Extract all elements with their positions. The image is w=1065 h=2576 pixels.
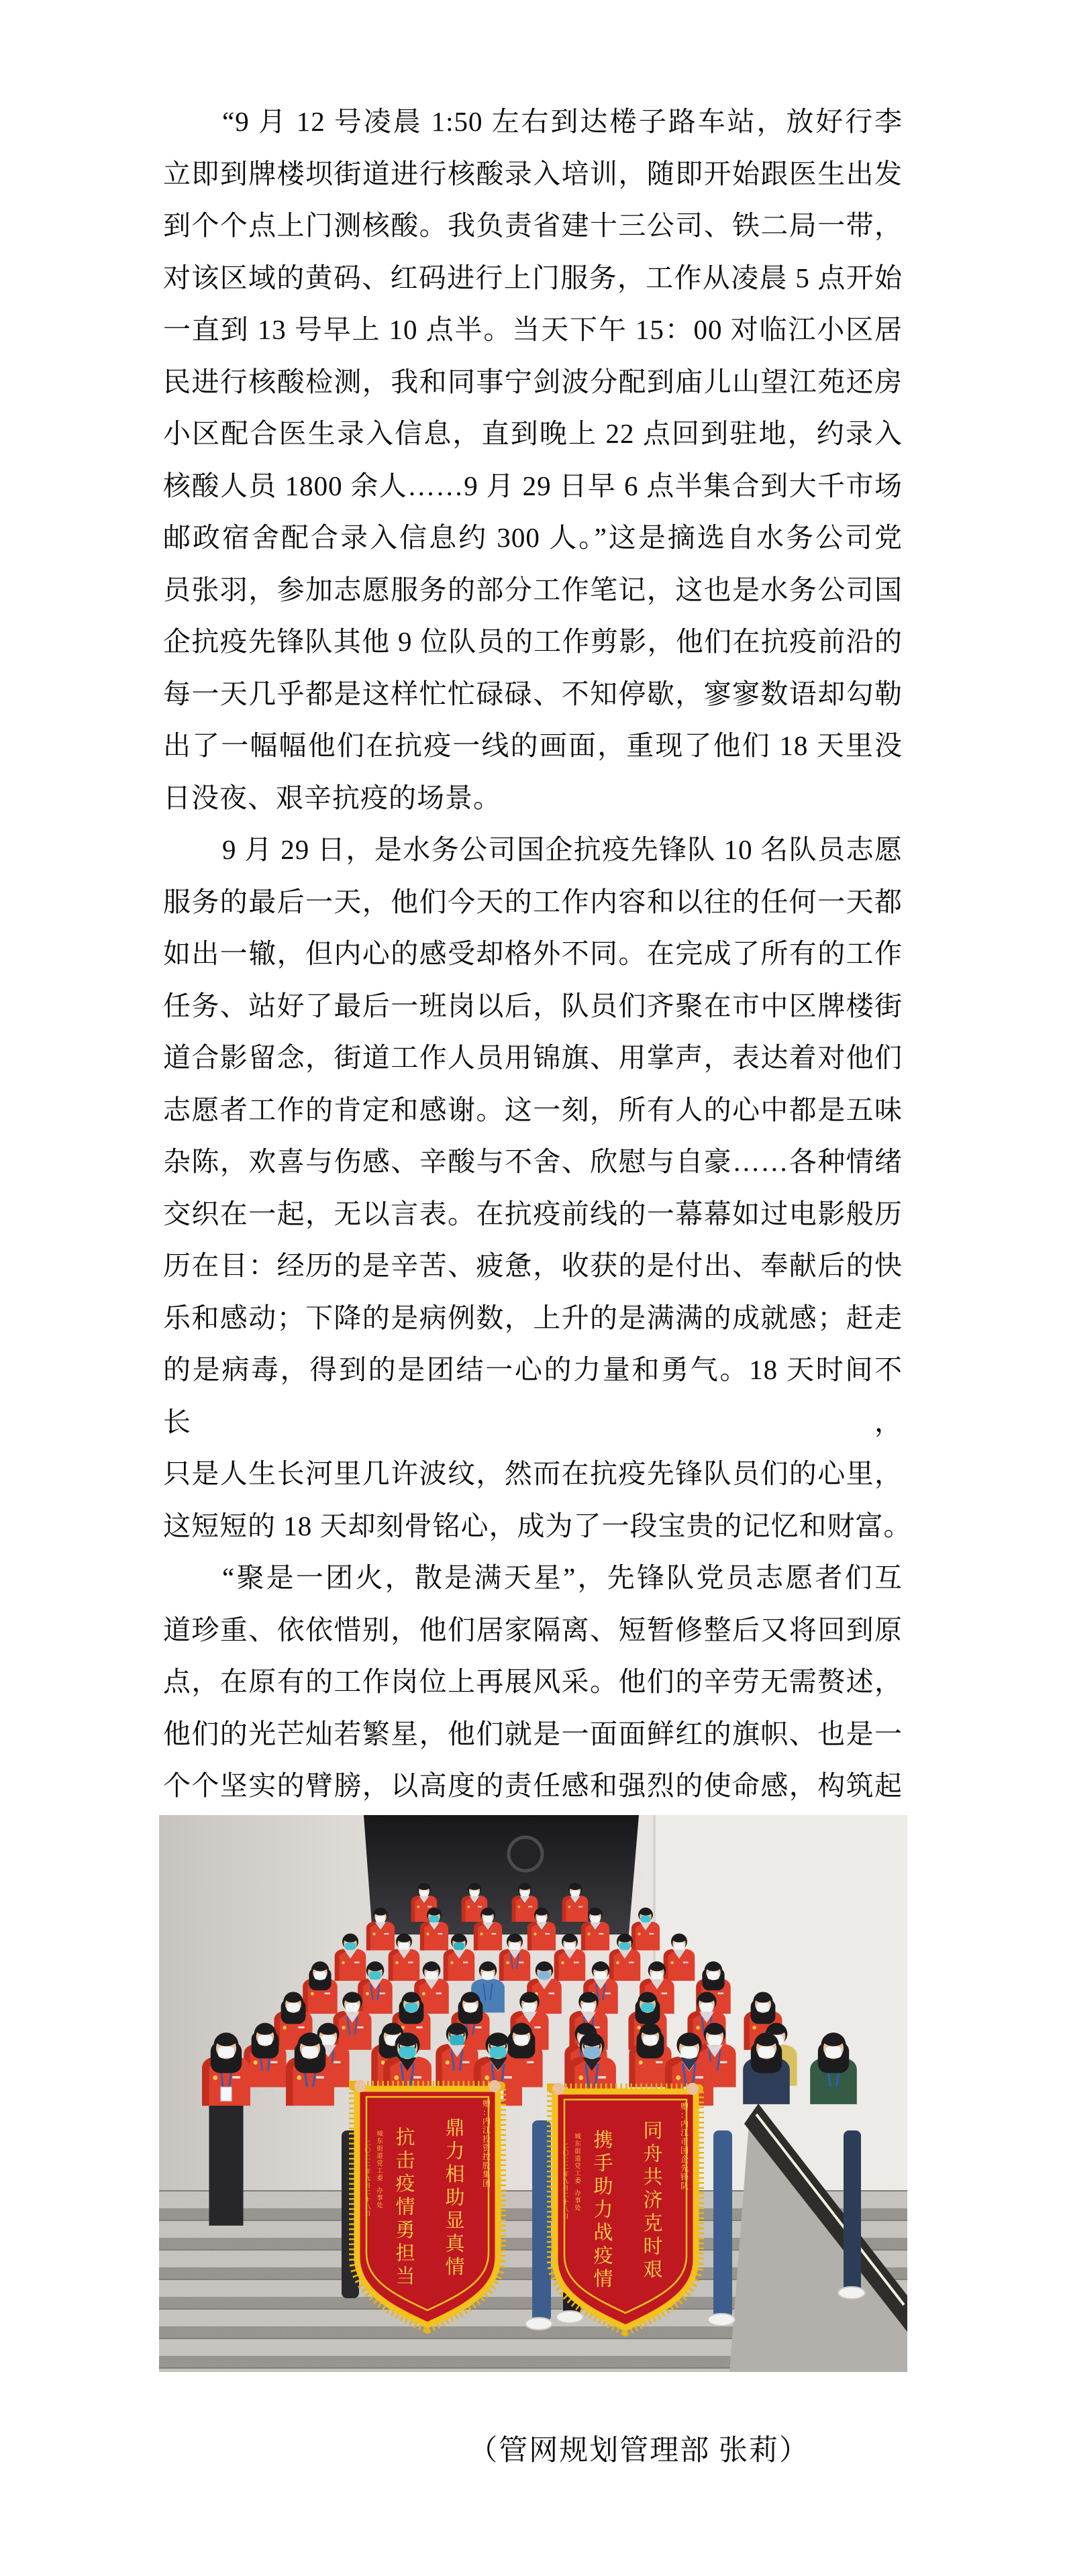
text-line: 出了一幅幅他们在抗疫一线的画面，重现了他们 18 天里没 (163, 730, 903, 761)
banner-sender-text: 处 (376, 2202, 383, 2210)
face-mask (464, 2003, 476, 2012)
face-mask (399, 2047, 415, 2058)
face-mask (595, 1971, 606, 1979)
banner-sender-text: 党 (574, 2163, 581, 2170)
banner-date-text: 九 (562, 2177, 569, 2185)
text-line: 任务、站好了最后一班岗以后，队员们齐聚在市中区牌楼街 (163, 990, 903, 1021)
party-emblem-icon (283, 2026, 287, 2030)
text-line: 他们的光芒灿若繁星，他们就是一面面鲜红的旗帜、也是一 (163, 1718, 903, 1749)
banner-sender-text: 委 (376, 2175, 383, 2182)
banner-main-text: 手 (593, 2153, 613, 2175)
banner-main-text: 同 (643, 2120, 663, 2142)
face-mask (707, 2035, 721, 2045)
face-mask (345, 1943, 356, 1950)
party-emblem-icon (637, 2026, 641, 2030)
party-emblem-icon (467, 1906, 470, 1908)
face-mask (700, 2003, 713, 2012)
face-mask (707, 1971, 719, 1979)
text-line: 民进行核酸检测，我和同事宁剑波分配到庙儿山望江苑还房 (163, 366, 903, 397)
banner-dedication-text: 内 (680, 2119, 689, 2129)
face-mask (450, 2035, 464, 2045)
hand (354, 2080, 366, 2092)
party-emblem-icon (561, 1961, 564, 1965)
face-mask (570, 1890, 579, 1896)
banner-date-text: 二 (562, 2157, 569, 2163)
face-mask (429, 1916, 439, 1922)
party-emblem-icon (254, 2061, 258, 2065)
face-mask (564, 1943, 575, 1950)
banner-date-text: 二 (562, 2143, 569, 2149)
text-line: 乐和感动；下降的是病例数，上升的是满满的成就感；赶走 (163, 1302, 903, 1333)
face-mask (287, 2003, 299, 2012)
banner-dedication-text: 资 (482, 2143, 491, 2153)
sneaker (838, 2287, 865, 2299)
party-emblem-icon (676, 2075, 680, 2080)
face-mask (641, 1916, 650, 1922)
text-line: 点，在原有的工作岗位上再展风采。他们的辛劳无需赘述， (163, 1666, 903, 1697)
banner-date-text: 二 (364, 2140, 371, 2147)
paragraph (163, 96, 903, 824)
banner-dedication-text: 内 (482, 2116, 491, 2126)
banner-sender-text: 事 (376, 2195, 383, 2202)
banner-main-text: 担 (395, 2243, 415, 2265)
banner-date-text: 月 (364, 2182, 371, 2189)
party-emblem-icon (506, 1961, 509, 1965)
hand (489, 2080, 501, 2092)
party-emblem-icon (638, 1933, 640, 1935)
banner-sender-text: 委 (574, 2178, 581, 2185)
face-mask (756, 2003, 769, 2012)
banner-main-text: 克 (643, 2213, 663, 2234)
banner-main-text: 助 (593, 2176, 613, 2198)
banner-main-text: 相 (445, 2164, 465, 2185)
banner-dedication-text: 团 (482, 2178, 491, 2188)
text-line: 小区配合医生录入信息，直到晚上 22 点回到驻地，约录入 (163, 418, 903, 449)
banner-sender-text: 事 (574, 2198, 581, 2205)
text-line: 只是人生长河里几许波纹，然而在抗疫先锋队员们的心里， (163, 1458, 903, 1489)
banner-date-text: 年 (562, 2171, 569, 2177)
party-emblem-icon (426, 1933, 429, 1935)
banner-sender-text: 街 (376, 2146, 383, 2153)
party-emblem-icon (568, 1906, 570, 1908)
text-line: 日没夜、艰辛抗疫的场景。 (163, 782, 501, 813)
party-emblem-icon (372, 1933, 375, 1935)
face-mask (369, 1971, 381, 1979)
face-mask (523, 2003, 536, 2012)
party-emblem-icon (342, 2026, 346, 2030)
party-emblem-icon (578, 2075, 583, 2080)
face-mask (454, 1943, 464, 1950)
party-emblem-icon (394, 2075, 399, 2080)
badge (221, 2087, 232, 2101)
banner-dedication-text: 江 (680, 2128, 689, 2138)
banner-sender-text: 东 (376, 2139, 383, 2145)
face-mask (405, 2003, 417, 2012)
banner-main-text: 艰 (643, 2259, 663, 2281)
face-mask (425, 1971, 437, 1979)
party-emblem-icon (639, 2061, 643, 2065)
text-line: 对该区域的黄码、红码进行上门服务，工作从凌晨 5 点开始 (163, 262, 903, 293)
banner-main-text: 携 (593, 2130, 613, 2151)
banner-dedication-text: 股 (482, 2161, 491, 2171)
banner-main-text: 战 (593, 2222, 613, 2244)
face-mask (641, 2003, 654, 2012)
face-mask (482, 1971, 493, 1979)
party-emblem-icon (480, 1933, 483, 1935)
sneaker (708, 2314, 735, 2326)
text-line: 服务的最后一天，他们今天的工作内容和以往的任何一天都 (163, 886, 903, 917)
face-mask (314, 1971, 325, 1979)
face-mask (619, 1943, 630, 1950)
face-mask (218, 2047, 234, 2058)
banner-main-text: 情 (445, 2257, 465, 2278)
party-emblem-icon (417, 1906, 419, 1908)
text-line: 杂陈，欢喜与伤感、辛酸与不舍、欣慰与自豪……各种情绪 (163, 1146, 903, 1177)
banner-main-text: 勇 (395, 2220, 415, 2241)
banner-date-text: 十 (562, 2199, 569, 2206)
party-emblem-icon (297, 2075, 301, 2080)
face-mask (520, 1890, 529, 1896)
face-mask (651, 1971, 662, 1979)
banner-dedication-text: 集 (482, 2169, 491, 2179)
party-emblem-icon (670, 1961, 674, 1965)
banner-date-text: 二 (562, 2192, 569, 2199)
banner-sender-text: 办 (376, 2187, 383, 2195)
banner-dedication-text: 投 (482, 2134, 491, 2144)
text-line: 每一天几乎都是这样忙忙碌碌、不知停歇，寥寥数语却勾勒 (163, 678, 903, 709)
banner-sender-text: 城 (376, 2131, 383, 2138)
banner-dedication-text: 锋 (680, 2172, 689, 2182)
banner-date-text: 八 (562, 2206, 569, 2213)
banner-main-text: 情 (593, 2269, 613, 2290)
face-mask (399, 1943, 409, 1950)
banner-sender-text: 工 (376, 2168, 383, 2175)
banner-date-text: 日 (562, 2213, 569, 2220)
text-line: 企抗疫先锋队其他 9 位队员的工作剪影，他们在抗疫前沿的 (163, 626, 903, 657)
person (202, 2032, 250, 2226)
banner-dedication-text: 先 (680, 2163, 689, 2173)
banner-date-text: 日 (364, 2210, 371, 2217)
banner-main-text: 疫 (395, 2173, 415, 2195)
face-mask (584, 2047, 600, 2058)
banner-dedication-text: ： (680, 2110, 689, 2120)
banner-dedication-text: 国 (680, 2146, 689, 2155)
party-emblem-icon (616, 1961, 619, 1965)
banner-dedication-text: ： (482, 2108, 491, 2118)
party-emblem-icon (450, 1961, 454, 1965)
text-line: 9 月 29 日，是水务公司国企抗疫先锋队 10 名队员志愿 (222, 834, 903, 865)
person-legs (844, 2130, 861, 2291)
banner-dedication-text: 赠 (680, 2102, 689, 2111)
banner-dedication-text: 江 (482, 2125, 491, 2135)
banner-right (548, 2084, 703, 2328)
banner-main-text: 共 (643, 2167, 663, 2188)
article-body (163, 96, 912, 1864)
face-mask (643, 2035, 657, 2045)
banner-date-text: 九 (364, 2175, 371, 2182)
face-mask (509, 1943, 520, 1950)
hand (687, 2083, 699, 2095)
text-line: 的是病毒，得到的是团结一心的力量和勇气。18 天时间不长， (163, 1354, 903, 1437)
banner-date-text: 二 (364, 2161, 371, 2168)
party-emblem-icon (366, 1992, 369, 1996)
face-mask (582, 2003, 595, 2012)
banner-dedication-text: 控 (482, 2152, 491, 2162)
banner-dedication-text: 队 (680, 2181, 689, 2191)
banner-date-text: 〇 (562, 2149, 569, 2157)
paragraph (163, 824, 912, 1552)
text-line: 志愿者工作的肯定和感谢。这一刻，所有人的心中都是五味 (163, 1094, 903, 1125)
banner-sender-text: 道 (574, 2156, 581, 2163)
party-emblem-icon (752, 2026, 756, 2030)
text-line: 一直到 13 号早上 10 点半。当天下午 15：00 对临江小区居 (163, 314, 903, 345)
person-legs (713, 2130, 732, 2318)
banner-main-text: 舟 (643, 2143, 663, 2165)
text-line: 邮政宿舍配合录入信息约 300 人。”这是摘选自水务公司党 (163, 522, 903, 553)
party-emblem-icon (517, 1906, 520, 1908)
banner-main-text: 力 (593, 2199, 613, 2221)
party-emblem-icon (587, 1933, 590, 1935)
party-emblem-icon (696, 2026, 700, 2030)
party-emblem-icon (485, 2075, 489, 2080)
face-mask (470, 1890, 478, 1896)
banner-main-text: 鼎 (445, 2118, 465, 2139)
banner-date-text: 二 (364, 2189, 371, 2196)
banner-main-text: 力 (445, 2141, 465, 2163)
face-mask (825, 2047, 842, 2058)
party-emblem-icon (534, 1933, 536, 1935)
face-mask (419, 1890, 428, 1896)
banner-date-text: 月 (562, 2185, 569, 2192)
face-mask (376, 1916, 385, 1922)
hand (552, 2083, 564, 2095)
text-line: 到个个点上门测核酸。我负责省建十三公司、铁二局一带， (163, 210, 903, 241)
banner-main-text: 济 (643, 2189, 663, 2212)
banner-dedication-text: 市 (680, 2136, 689, 2147)
text-line: 员张羽，参加志愿服务的部分工作笔记，这也是水务公司国 (163, 574, 903, 605)
text-line: “聚是一团火，散是满天星”，先锋队党员志愿者们互 (222, 1562, 903, 1593)
group-photo-illustration (159, 1815, 907, 2372)
text-line: 交织在一起，无以言表。在抗疫前线的一幕幕如过电影般历 (163, 1198, 903, 1229)
banner-date-text: 二 (562, 2163, 569, 2171)
banner-date-text: 八 (364, 2203, 371, 2210)
face-mask (538, 1971, 550, 1979)
text-line: “9 月 12 号凌晨 1:50 左右到达棬子路车站，放好行李 (222, 106, 903, 137)
face-mask (514, 2035, 528, 2045)
banner-sender-text: 东 (574, 2141, 581, 2148)
banner-main-text: 当 (395, 2266, 415, 2287)
text-line: 立即到牌楼坝街道进行核酸录入培训，随即开始跟医生出发 (163, 158, 903, 189)
text-line: 如出一辙，但内心的感受却格外不同。在完成了所有的工作 (163, 938, 903, 969)
face-mask (537, 1916, 546, 1922)
banner-date-text: 十 (364, 2196, 371, 2203)
banner-dedication-text: 企 (680, 2155, 689, 2165)
face-mask (591, 1916, 600, 1922)
banner-sender-text: 办 (574, 2190, 581, 2198)
sneaker (556, 2311, 583, 2323)
banner-main-text: 抗 (395, 2127, 415, 2149)
banner-main-text: 疫 (593, 2245, 613, 2267)
author-caption: （管网规划管理部 张莉） (468, 2435, 809, 2467)
banner-main-text: 击 (395, 2150, 415, 2172)
banner-sender-text: 工 (574, 2171, 581, 2177)
banner-sender-text: 道 (376, 2153, 383, 2160)
banner-date-text: 二 (364, 2154, 371, 2161)
banner-sender-text: 处 (574, 2205, 581, 2212)
face-mask (483, 1916, 493, 1922)
banner-sender-text: 街 (574, 2149, 581, 2155)
banner-main-text: 显 (445, 2210, 465, 2232)
banner-main-text: 真 (445, 2233, 465, 2255)
party-emblem-icon (311, 1992, 314, 1996)
face-mask (490, 2047, 506, 2058)
banner-sender-text: 党 (376, 2161, 383, 2167)
banner-date-text: 〇 (364, 2147, 371, 2154)
sneaker (525, 2318, 552, 2330)
face-mask (674, 1943, 684, 1950)
face-mask (758, 2047, 774, 2058)
face-mask (681, 2047, 697, 2058)
banner-main-text: 情 (395, 2196, 415, 2218)
banner-main-text: 助 (445, 2187, 465, 2209)
face-mask (258, 2035, 272, 2045)
text-line: 核酸人员 1800 余人……9 月 29 日早 6 点半集合到大千市场 (163, 470, 903, 501)
text-line: 历在目：经历的是辛苦、疲惫，收获的是付出、奉献后的快 (163, 1250, 903, 1281)
group-photo (159, 1815, 907, 2372)
ceiling-lamp-icon (509, 1837, 542, 1871)
face-mask (321, 2035, 335, 2045)
face-mask (302, 2047, 318, 2058)
banner-dedication-text: 赠 (482, 2099, 491, 2108)
banner-sender-text: 城 (574, 2134, 581, 2141)
party-emblem-icon (446, 2061, 450, 2065)
party-emblem-icon (342, 1961, 345, 1965)
text-line: 道合影留念，街道工作人员用锦旗、用掌声，表达着对他们 (163, 1042, 903, 1073)
face-mask (346, 2003, 358, 2012)
text-line: 道珍重、依依惜别，他们居家隔离、短暂修整后又将回到原 (163, 1614, 903, 1645)
banner-date-text: 年 (364, 2168, 371, 2175)
party-emblem-icon (395, 1961, 399, 1965)
party-emblem-icon (422, 1992, 425, 1996)
text-line: 个个坚实的臂膀，以高度的责任感和强烈的使命感，构筑起 (163, 1770, 903, 1801)
banner-left (350, 2081, 505, 2325)
party-emblem-icon (213, 2075, 217, 2080)
text-line: 这短短的 18 天却刻骨铭心，成为了一段宝贵的记忆和财富。 (163, 1510, 912, 1541)
banner-main-text: 时 (643, 2236, 663, 2258)
